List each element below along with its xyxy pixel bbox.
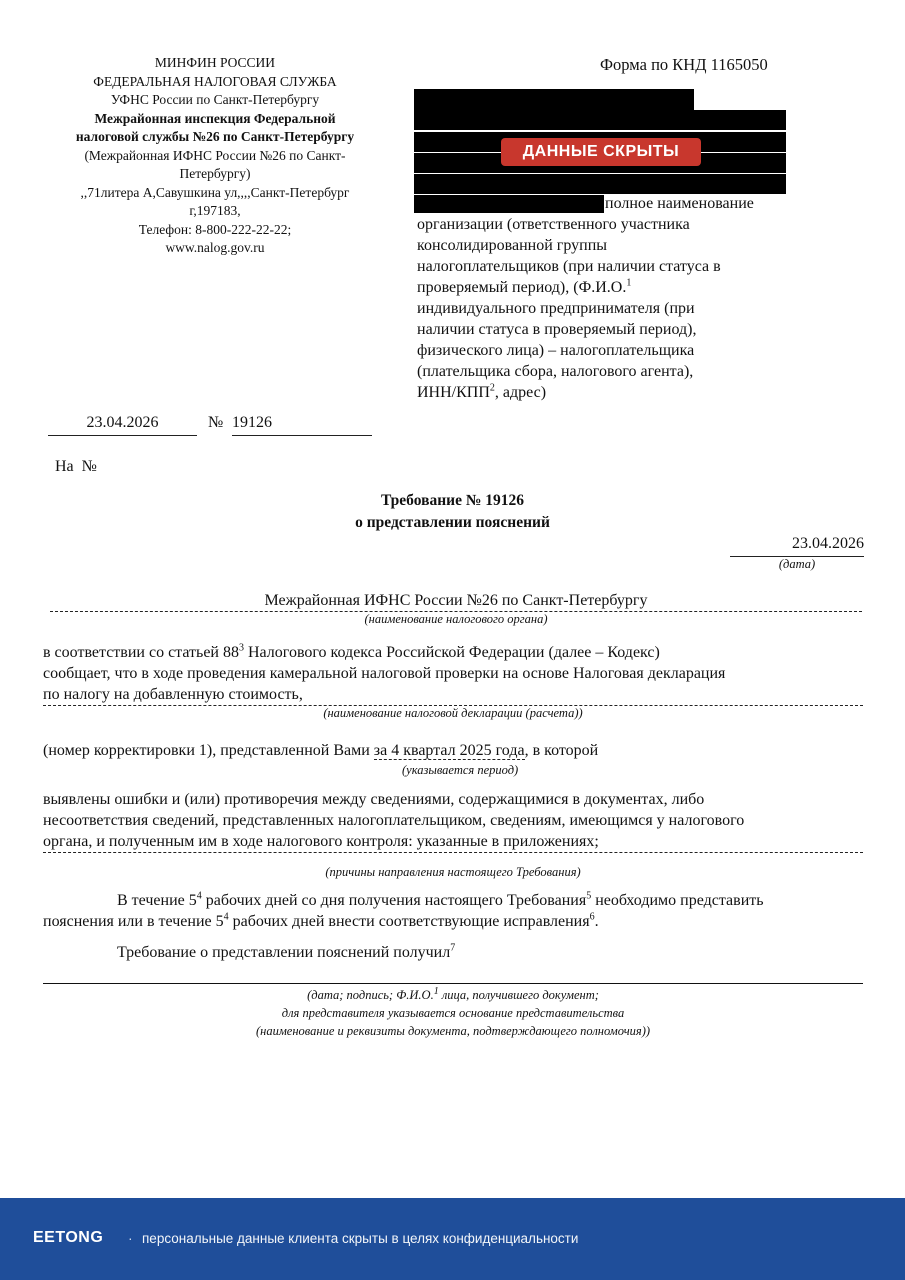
- recipient-caption-line: [417, 277, 787, 298]
- declaration-caption: (наименование налоговой декларации (расчета)): [323, 706, 583, 720]
- tax-organ-name: Межрайонная ИФНС России №26 по Санкт-Петербургу: [50, 590, 862, 612]
- paragraph-line: органа, и полученным им в ходе налогового контроля: указанные в приложениях;: [43, 831, 863, 853]
- signature-caption-line: для представителя указывается основание представительства: [281, 1006, 625, 1020]
- recipient-caption-first: полное наименование: [605, 195, 754, 212]
- period-caption: (указывается период): [402, 763, 519, 777]
- paragraph-text: (номер корректировки 1), представленной Вами: [43, 742, 374, 759]
- issuer-address-line2: г,197183,: [189, 203, 241, 218]
- document-title: [0, 490, 905, 534]
- paragraph-line: несоответствия сведений, представленных налогоплательщиком, сведениям, имеющимся у налогового: [43, 812, 745, 829]
- paragraph-reasons: [43, 789, 863, 853]
- privacy-footer: [0, 1198, 905, 1280]
- paragraph-text: рабочих дней со дня получения настоящего Требования: [201, 892, 587, 909]
- redaction-bar: [414, 110, 786, 130]
- issuer-regional-office: УФНС России по Санкт-Петербургу: [110, 92, 320, 107]
- footnote-ref: 1: [626, 277, 632, 289]
- recipient-caption-line: индивидуального предпринимателя (при: [417, 300, 695, 317]
- paragraph-text: рабочих дней внести соответствующие исправления: [228, 913, 590, 930]
- form-code: Форма по КНД 1165050: [600, 55, 768, 74]
- footnote-ref: 6: [589, 911, 595, 923]
- footnote-ref: 2: [489, 382, 495, 394]
- paragraph-text: В течение 5: [117, 892, 197, 909]
- recipient-caption-line: физического лица) – налогоплательщика: [417, 342, 695, 359]
- document-title-line2: о представлении пояснений: [355, 514, 550, 531]
- paragraph-correction: [43, 740, 863, 761]
- data-hidden-badge: ДАННЫЕ СКРЫТЫ: [501, 138, 701, 166]
- footnote-ref: 1: [433, 985, 439, 997]
- footnote-ref: 5: [586, 890, 592, 902]
- paragraph-text: в соответствии со статьей 88: [43, 644, 239, 661]
- paragraph-deadline: [43, 890, 873, 932]
- brand-logo: EETONG: [33, 1229, 104, 1246]
- document-date: 23.04.2026: [48, 414, 197, 436]
- paragraph-line: сообщает, что в ходе проведения камеральной налоговой проверки на основе Налоговая декларация: [43, 665, 726, 682]
- footnote-ref: 4: [223, 911, 229, 923]
- issuer-short-name-line2: Петербургу): [179, 166, 251, 181]
- paragraph-line: по налогу на добавленную стоимость,: [43, 684, 863, 706]
- paragraph-text: .: [594, 913, 599, 930]
- recipient-caption-line: (плательщика сбора, налогового агента),: [417, 363, 694, 380]
- redaction-bar: [414, 195, 604, 213]
- recipient-caption-text: , адрес): [494, 384, 547, 401]
- issuer-service: ФЕДЕРАЛЬНАЯ НАЛОГОВАЯ СЛУЖБА: [93, 73, 337, 89]
- recipient-caption-line: наличии статуса в проверяемый период),: [417, 321, 697, 338]
- reasons-caption: (причины направления настоящего Требования): [325, 865, 581, 879]
- document-number: 19126: [232, 414, 372, 436]
- footnote-ref: 7: [450, 942, 456, 954]
- issuer-address-line1: ,,71литера А,Савушкина ул,,,,Санкт-Петербург: [80, 184, 350, 200]
- paragraph-text: Налогового кодекса Российской Федерации (далее – Кодекс): [244, 644, 660, 661]
- signature-caption-text: лица, получившего документ;: [438, 988, 599, 1002]
- paragraph-line: [43, 642, 863, 663]
- reply-to-label: На №: [55, 458, 97, 475]
- issuer-inspection-line1: Межрайонная инспекция Федеральной: [94, 110, 336, 126]
- signature-caption: [43, 986, 863, 1040]
- redaction-bar: [414, 89, 694, 110]
- received-statement: [117, 942, 455, 963]
- requirement-date-caption: (дата): [778, 557, 816, 571]
- signature-caption-line: [43, 986, 863, 1004]
- issuer-inspection-line2: налоговой службы №26 по Санкт-Петербургу: [75, 129, 355, 144]
- paragraph-line: выявлены ошибки и (или) противоречия между сведениями, содержащимися в документах, либо: [43, 791, 705, 808]
- paragraph-text: , в которой: [524, 742, 599, 759]
- recipient-caption-text: проверяемый период), (Ф.И.О.: [417, 279, 627, 296]
- signature-caption-line: (наименование и реквизиты документа, подтверждающего полномочия)): [255, 1024, 651, 1038]
- recipient-caption-line: налогоплательщиков (при наличии статуса в: [417, 258, 721, 275]
- recipient-caption-text: ИНН/КПП: [417, 384, 490, 401]
- recipient-caption: [417, 214, 787, 403]
- document-title-line1: Требование № 19126: [380, 492, 525, 509]
- footnote-ref: 4: [196, 890, 202, 902]
- reporting-period: за 4 квартал 2025 года: [373, 742, 525, 759]
- issuer-website: www.nalog.gov.ru: [165, 240, 265, 255]
- signature-caption-text: (дата; подпись; Ф.И.О.: [307, 988, 434, 1002]
- issuer-short-name-line1: (Межрайонная ИФНС России №26 по Санкт-: [84, 147, 346, 163]
- tax-organ-caption: (наименование налогового органа): [364, 612, 548, 626]
- received-text: Требование о представлении пояснений получил: [117, 944, 451, 961]
- footer-separator: ·: [128, 1230, 133, 1246]
- paragraph-line: [43, 890, 873, 911]
- requirement-date: 23.04.2026: [730, 535, 864, 557]
- issuer-block: [50, 54, 380, 258]
- footnote-ref: 3: [239, 642, 244, 654]
- issuer-ministry: МИНФИН РОССИИ: [154, 55, 276, 70]
- signature-line: [43, 983, 863, 984]
- issuer-phone: Телефон: 8-800-222-22-22;: [138, 221, 292, 237]
- redaction-bar: [414, 174, 786, 194]
- paragraph-legal-basis: [43, 642, 863, 706]
- paragraph-line: [43, 911, 873, 932]
- recipient-caption-line: организации (ответственного участника: [417, 216, 690, 233]
- privacy-note: персональные данные клиента скрыты в целях конфиденциальности: [142, 1231, 579, 1246]
- document-number-label: №: [208, 414, 224, 431]
- recipient-caption-line: [417, 382, 787, 403]
- paragraph-text: необходимо представить: [591, 892, 764, 909]
- recipient-caption-line: консолидированной группы: [417, 237, 608, 254]
- paragraph-text: пояснения или в течение 5: [43, 913, 224, 930]
